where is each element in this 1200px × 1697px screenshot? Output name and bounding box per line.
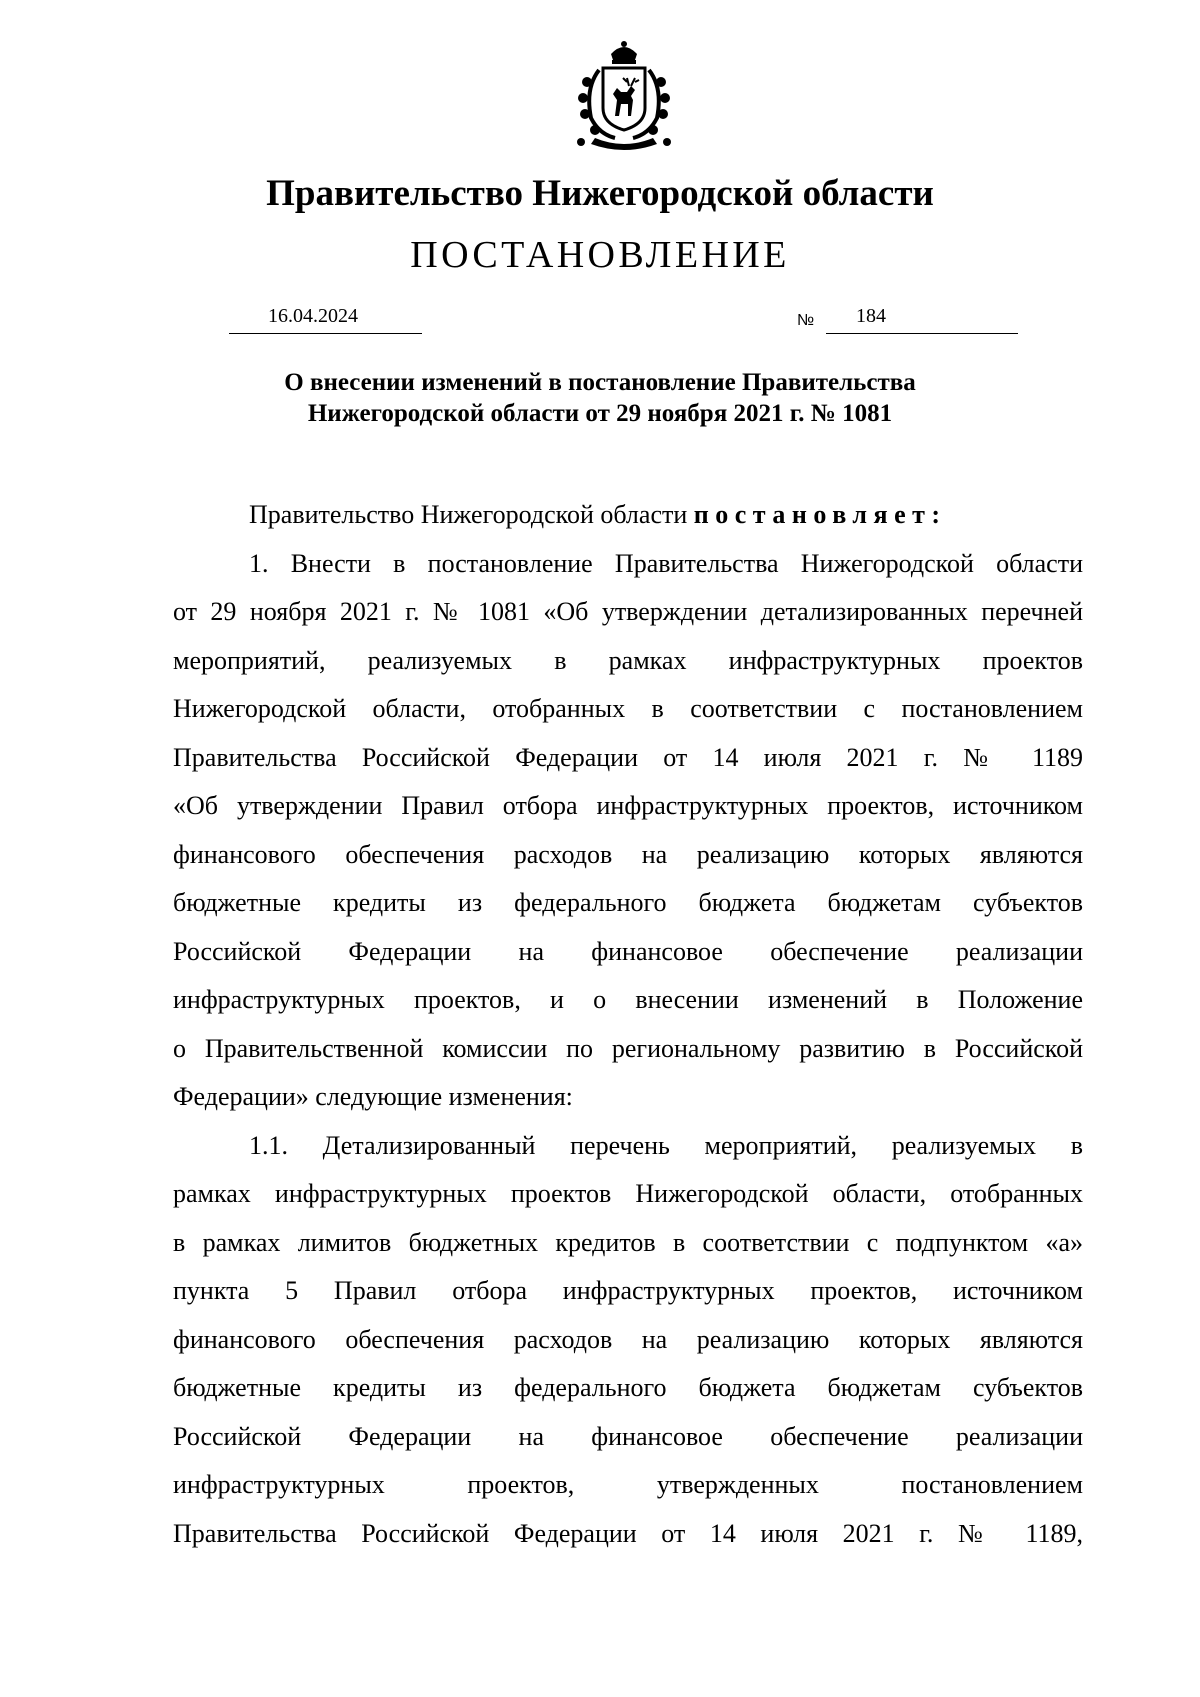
number-value: 184 — [856, 305, 886, 327]
document-body — [173, 491, 1083, 1558]
document-type: ПОСТАНОВЛЕНИЕ — [410, 234, 790, 276]
body-line: финансового обеспечения расходов на реализацию которых являются — [173, 1324, 1083, 1354]
number-sign: № — [797, 312, 815, 329]
preamble-keyword: постановляет: — [693, 500, 947, 529]
date-field — [229, 303, 422, 334]
subject-line: Нижегородской области от 29 ноября 2021 г. № 1081 — [307, 400, 893, 427]
government-title: Правительство Нижегородской области — [266, 173, 934, 214]
body-line: инфраструктурных проектов, утвержденных постановлением — [173, 1470, 1083, 1499]
body-line: от 29 ноября 2021 г. № 1081 «Об утверждении детализированных перечней — [173, 597, 1083, 626]
body-line: о Правительственной комиссии по региональному развитию в Российской — [173, 1033, 1083, 1063]
body-line: Российской Федерации на финансовое обеспечение реализации — [173, 936, 1083, 966]
body-line: финансового обеспечения расходов на реализацию которых являются — [173, 839, 1083, 869]
body-line: в рамках лимитов бюджетных кредитов в соответствии с подпунктом «а» — [173, 1227, 1083, 1257]
preamble — [173, 491, 1083, 540]
body-line: 1.1. Детализированный перечень мероприятий, реализуемых в — [249, 1130, 1083, 1160]
body-line: Российской Федерации на финансовое обеспечение реализации — [173, 1421, 1083, 1451]
body-line: Нижегородской области, отобранных в соответствии с постановлением — [173, 694, 1083, 723]
coat-of-arms-emblem — [565, 38, 683, 150]
body-line: 1. Внести в постановление Правительства Нижегородской области — [249, 548, 1083, 578]
body-line: мероприятий, реализуемых в рамках инфраструктурных проектов — [173, 645, 1083, 675]
body-line: бюджетные кредиты из федерального бюджета бюджетам субъектов — [173, 1373, 1083, 1402]
preamble-text: Правительство Нижегородской области — [249, 500, 688, 529]
body-line: рамках инфраструктурных проектов Нижегородской области, отобранных — [173, 1179, 1083, 1208]
subject-line: О внесении изменений в постановление Правительства — [284, 369, 916, 396]
body-line: Правительства Российской Федерации от 14 июля 2021 г. № 1189 — [173, 742, 1083, 772]
date-value: 16.04.2024 — [268, 305, 358, 327]
document-subject — [0, 367, 1200, 429]
body-line: Федерации» следующие изменения: — [173, 1082, 573, 1111]
body-line: бюджетные кредиты из федерального бюджета бюджетам субъектов — [173, 888, 1083, 917]
body-line: «Об утверждении Правил отбора инфраструктурных проектов, источником — [173, 791, 1083, 820]
body-line: инфраструктурных проектов, и о внесении изменений в Положение — [173, 985, 1083, 1014]
number-field — [826, 303, 1018, 334]
body-line: Правительства Российской Федерации от 14 июля 2021 г. № 1189, — [173, 1518, 1083, 1548]
body-line: пункта 5 Правил отбора инфраструктурных проектов, источником — [173, 1276, 1083, 1305]
